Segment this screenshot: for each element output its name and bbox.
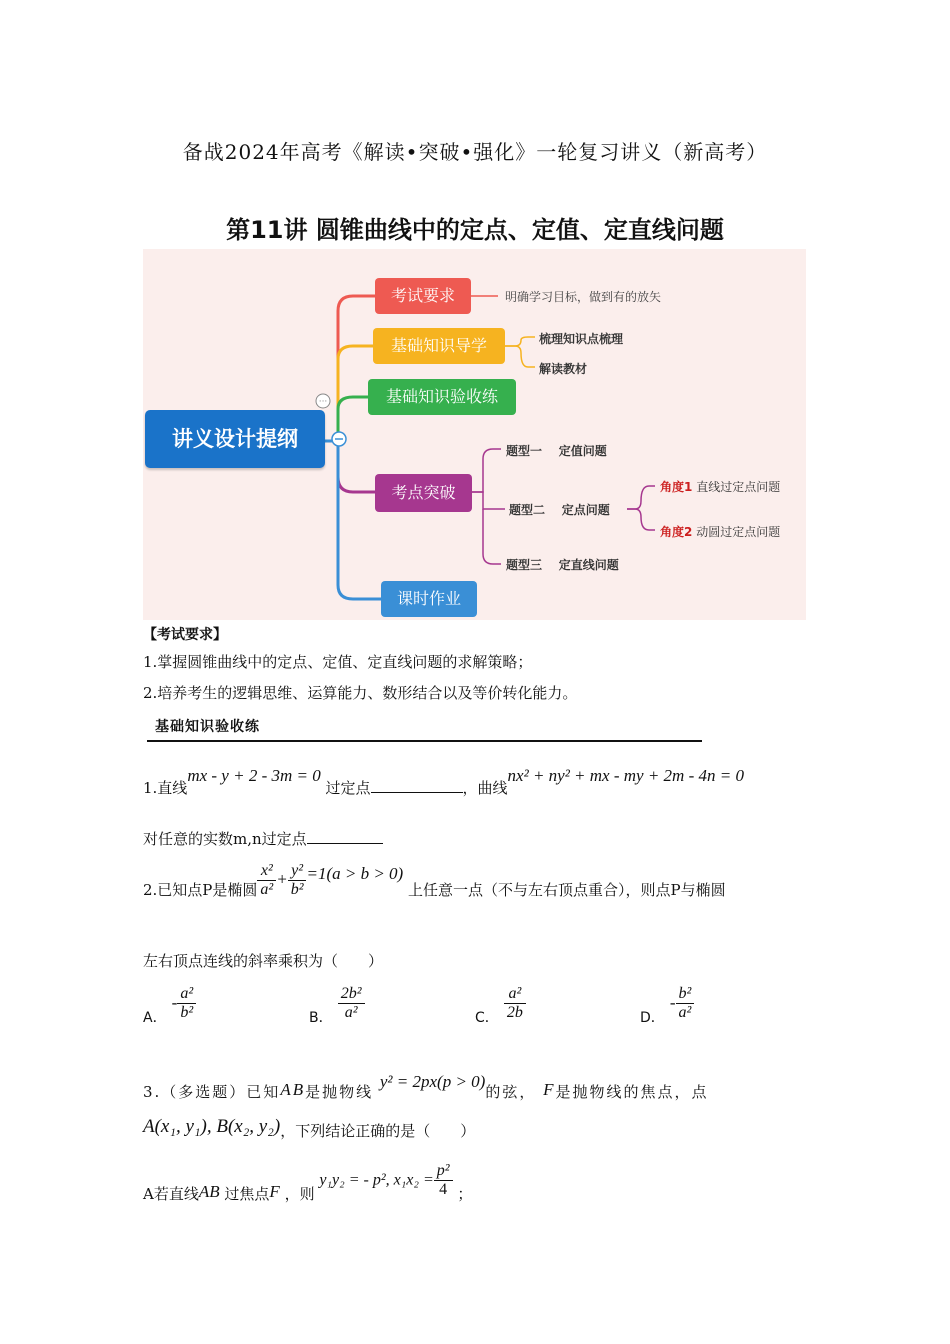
- q2-option-d[interactable]: [640, 985, 694, 1026]
- q3-points: A(x₁, y₁), B(x₂, y₂): [143, 1116, 281, 1137]
- exam-req-item-1: 1.掌握圆锥曲线中的定点、定值、定直线问题的求解策略；: [143, 653, 533, 671]
- q2-frac-x-den: a²: [260, 881, 274, 898]
- q2-option-d-num: b²: [676, 985, 695, 1004]
- mindmap-root: [145, 410, 325, 468]
- q1-line-equation: mx - y + 2 - 3m = 0: [187, 766, 321, 785]
- branch-basic-guide: [373, 328, 505, 364]
- q2-option-c[interactable]: [475, 985, 526, 1026]
- type-1-label: 题型一: [506, 444, 543, 458]
- question-1-line1: [143, 766, 823, 797]
- practice-header: 基础知识验收练: [155, 719, 260, 735]
- q2-option-c-label: C．: [475, 1010, 499, 1026]
- q2-option-b-label: B．: [309, 1010, 333, 1026]
- q3-l1b: 是抛物线: [305, 1083, 374, 1101]
- q2-option-c-num: a²: [504, 985, 526, 1004]
- q3-a-den: 4: [439, 1181, 448, 1198]
- q2-frac-y-num: y²: [288, 862, 307, 881]
- outline-mindmap: [143, 249, 806, 620]
- branch-homework-label: 课时作业: [396, 589, 461, 608]
- q3-l1d: 是抛物线的焦点，点: [555, 1083, 709, 1101]
- guide-sub-1: 梳理知识点梳理: [539, 332, 624, 346]
- q3-parabola: y² = 2px(p > 0): [379, 1072, 486, 1091]
- branch-exam-req-label: 考试要求: [390, 286, 455, 305]
- type-3: [506, 556, 619, 573]
- q2-option-a-sign: -: [171, 993, 178, 1012]
- angle-1-label: 角度1: [660, 480, 693, 494]
- q3-a-num: p²: [434, 1162, 453, 1181]
- type-3-name: 定直线问题: [558, 558, 619, 572]
- q3-a-then: ，则: [284, 1184, 315, 1203]
- branch-key-points-label: 考点突破: [391, 483, 456, 502]
- q2-frac-y: [288, 862, 307, 899]
- type-2: [509, 501, 610, 518]
- q2-option-d-sign: -: [669, 993, 676, 1012]
- branch-basic-practice: [368, 379, 516, 415]
- q2-option-a-den: b²: [180, 1004, 194, 1021]
- q2-ellipse-rest: =1(a > b > 0): [306, 863, 404, 883]
- q2-option-a-label: A．: [143, 1010, 167, 1026]
- q2-option-c-den: 2b: [506, 1004, 523, 1021]
- angle-1-text: 直线过定点问题: [696, 480, 781, 494]
- q2-option-d-den: a²: [678, 1004, 692, 1021]
- branch-key-points: [375, 474, 472, 512]
- q1-line2: 对任意的实数m,n过定点: [143, 830, 307, 848]
- angle-2: [660, 523, 780, 540]
- question-3-line2: [143, 1116, 476, 1140]
- question-1-line2: [143, 829, 383, 849]
- q3-l1a: 3.（多选题）已知: [143, 1083, 281, 1101]
- doc-header: 备战2024年高考《解读•突破•强化》一轮复习讲义（新高考）: [182, 140, 768, 164]
- q3-a-f: F: [269, 1181, 280, 1201]
- branch-exam-req: [375, 278, 471, 314]
- q3-l2: ，下列结论正确的是（ ）: [280, 1122, 476, 1140]
- q1-mid2: ，曲线: [462, 779, 508, 797]
- q1-curve-equation: nx² + ny² + mx - my + 2m - 4n = 0: [507, 766, 744, 785]
- q2-option-a-num: a²: [177, 985, 196, 1004]
- practice-divider: [147, 740, 702, 742]
- q3-a-end: ；: [457, 1184, 473, 1203]
- q1-mid: 过定点: [325, 779, 371, 797]
- q2-prefix: 2.已知点P是椭圆: [143, 880, 258, 899]
- q1-prefix: 1.直线: [143, 779, 188, 797]
- q1-blank-1[interactable]: [371, 778, 463, 793]
- q3-a-equation: y₁y₂ = - p², x₁x₂ =: [319, 1171, 434, 1189]
- question-3-option-a: [143, 1162, 473, 1203]
- q2-frac-x-num: x²: [257, 862, 276, 881]
- q2-option-b[interactable]: [309, 985, 365, 1026]
- mindmap-root-label: 讲义设计提纲: [172, 427, 298, 451]
- question-2-line1: 2.已知点P是椭圆 $\frac{\text{x²}}{\text{a²}}$ + $\frac{\text{y²}}{\text{b²}}$ =1(a > b > 0) 上任意一点（不与左右顶点重合），则点P与椭圆: [143, 862, 726, 899]
- q3-a-mid: 过焦点: [224, 1184, 270, 1203]
- branch-basic-guide-label: 基础知识导学: [390, 336, 487, 355]
- q2-option-a[interactable]: [143, 985, 196, 1026]
- type-2-label: 题型二: [509, 503, 546, 517]
- type-1-name: 定值问题: [558, 444, 607, 458]
- branch-homework: [381, 581, 477, 617]
- lecture-title: 第11讲 圆锥曲线中的定点、定值、定直线问题: [226, 216, 724, 244]
- type-2-name: 定点问题: [561, 503, 610, 517]
- question-3-line1: [143, 1072, 808, 1101]
- question-2-line2: 左右顶点连线的斜率乘积为（ ）: [143, 952, 384, 970]
- q3-a-pre: A若直线: [143, 1184, 199, 1203]
- q2-suffix: 上任意一点（不与左右顶点重合），则点P与椭圆: [408, 880, 726, 899]
- q3-f: F: [543, 1080, 556, 1099]
- angle-2-text: 动圆过定点问题: [696, 525, 781, 539]
- q1-blank-2[interactable]: [307, 829, 383, 844]
- q2-frac-y-den: b²: [290, 881, 304, 898]
- q2-frac-x: [257, 862, 276, 899]
- q2-option-b-num: 2b²: [338, 985, 365, 1004]
- q3-a-frac: [434, 1162, 453, 1199]
- exam-req-item-2: 2.培养考生的逻辑思维、运算能力、数形结合以及等价转化能力。: [143, 684, 578, 702]
- q2-option-d-label: D．: [640, 1010, 665, 1026]
- guide-sub-2: 解读教材: [539, 362, 588, 376]
- type-3-label: 题型三: [506, 558, 543, 572]
- q3-ab: AB: [280, 1080, 306, 1099]
- angle-1: [660, 478, 780, 495]
- type-1: [506, 442, 607, 459]
- branch-basic-practice-label: 基础知识验收练: [385, 387, 498, 406]
- q3-a-ab: AB: [198, 1181, 220, 1201]
- exam-req-label: 【考试要求】: [143, 627, 227, 643]
- svg-text:···: ···: [318, 397, 328, 407]
- q2-option-b-den: a²: [344, 1004, 358, 1021]
- angle-2-label: 角度2: [660, 525, 693, 539]
- branch-exam-req-note: 明确学习目标，做到有的放矢: [505, 290, 662, 304]
- q3-l1c: 的弦，: [485, 1083, 537, 1101]
